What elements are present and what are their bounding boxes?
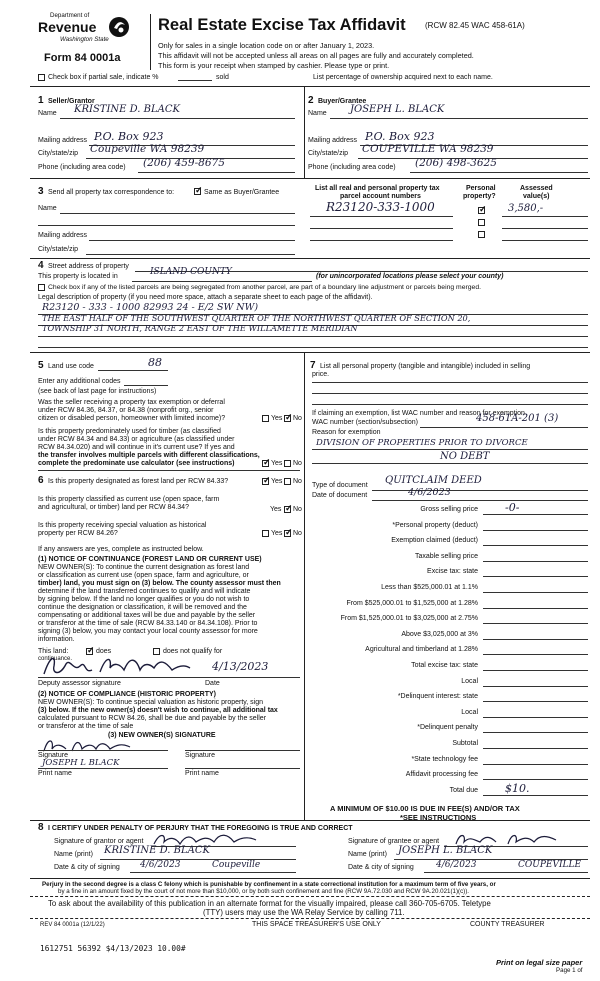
buyer-mail-label: Mailing address	[308, 137, 358, 144]
tax-row-field[interactable]	[483, 717, 588, 718]
deputy-signature	[40, 652, 210, 680]
seller-mail-label: Mailing address	[38, 137, 88, 144]
county-note: (for unincorporated locations please select your county)	[316, 273, 504, 280]
street-label: Street address of property	[48, 263, 129, 270]
personal-property-checkbox-3[interactable]	[478, 231, 485, 238]
exemption-no-checkbox[interactable]	[284, 415, 291, 422]
parcel-header-1: List all real and personal property tax	[315, 185, 440, 192]
timber-question-1: Is this property predominately used for timber (as classified	[38, 428, 221, 435]
county-treasurer-label: COUNTY TREASURER	[470, 921, 545, 928]
timber-yes-checkbox[interactable]	[262, 460, 269, 467]
section-1-number: 1	[38, 95, 44, 106]
see-back-label: (see back of last page for instructions)	[38, 388, 157, 395]
new-owner-sig-title: (3) NEW OWNER(S) SIGNATURE	[108, 732, 216, 739]
exemption-yes-checkbox[interactable]	[262, 415, 269, 422]
tax-row-label: Total excise tax: state	[411, 662, 478, 669]
buyer-phone-label: Phone (including area code)	[308, 164, 396, 171]
tax-row-label: Less than $525,000.01 at 1.1%	[381, 584, 478, 591]
grantor-sig-label: Signature of grantor or agent	[54, 838, 144, 845]
seller-name-value[interactable]: KRISTINE D. BLACK	[74, 104, 181, 115]
minimum-fee-note: A MINIMUM OF $10.00 IS DUE IN FEE(S) AND/OR TAX	[330, 804, 520, 813]
seller-phone-value[interactable]: (206) 459-8675	[143, 157, 225, 169]
page-title: Real Estate Excise Tax Affidavit	[158, 16, 406, 34]
historic-no-label: No	[293, 530, 302, 537]
notice-continuance-text: NEW OWNER(S): To continue the current designation as forest land or classification as current use (open space, farm and agriculture, or timber) land, you must sign on (3) below. The county assessor must then determine if the land transferred continues to qualify and will indicate by signing below. If the land no longer qualifies or you do not wish to continue the designation or classification, it will be removed and the compensating or additional taxes will be due and payable by the seller or transferor at the time of sale (RCW 84.33.140 or 84.34.108). Prior to signing (3) below, you may contact your local county assessor for more information.	[38, 564, 281, 643]
section-3-number: 3	[38, 186, 44, 197]
tax-row-field[interactable]	[483, 732, 588, 733]
partial-sold-label: sold	[216, 74, 229, 81]
tax-row-label: *Delinquent penalty	[417, 724, 478, 732]
grantee-name-label: Name (print)	[348, 851, 387, 858]
buyer-phone-value[interactable]: (206) 498-3625	[415, 157, 497, 169]
personal-property-label-2: price.	[312, 371, 330, 378]
logo-dept-text: Department of	[50, 12, 90, 19]
forest-question: Is this property designated as forest land per RCW 84.33?	[48, 478, 229, 485]
historic-yes-label: Yes	[271, 530, 283, 537]
perjury-line-2: by a fine in an amount fixed by the court of not more than $10,000, or by both such confinement and fine (RCW 9A.72.030 and RCW 9A.20.021(1)(c)).	[58, 888, 470, 895]
forest-yes-label: Yes	[271, 478, 283, 485]
deputy-date-value[interactable]: 4/13/2023	[212, 660, 269, 673]
owner-print-name-label-1: Print name	[38, 770, 72, 777]
page-number: Page 1 of	[556, 967, 583, 974]
alternate-format-line-1: To ask about the availability of this publication in an alternate format for the visually impaired, please call 360-705-6705. Teletype	[48, 899, 491, 908]
seller-name-label: Name	[38, 110, 57, 117]
title-rcw: (RCW 82.45 WAC 458-61A)	[425, 21, 525, 30]
deputy-signature-label: Deputy assessor signature	[38, 680, 121, 687]
logo-revenue-text: Revenue	[38, 19, 97, 35]
corr-city-label: City/state/zip	[38, 246, 79, 253]
tax-row-label: *State technology fee	[411, 755, 478, 763]
section-4-number: 4	[38, 260, 44, 271]
personal-header-1: Personal	[466, 185, 496, 192]
tax-row-field[interactable]	[483, 779, 588, 780]
tax-row-value[interactable]: $10.	[505, 781, 530, 795]
tax-row-field[interactable]	[483, 576, 588, 577]
reason-label: Reason for exemption	[312, 429, 381, 436]
no-debt-note[interactable]: NO DEBT	[440, 451, 490, 462]
notice-compliance-text: NEW OWNER(S): To continue special valuation as historic property, sign (3) below. If the new owner(s) doesn't wish to continue, all additional tax calculated pursuant to RCW 84.26, shall be due and payable by the seller or transferor at the time of sale	[38, 699, 278, 730]
forest-no-checkbox[interactable]	[284, 478, 291, 485]
assessed-header-1: Assessed	[520, 185, 553, 192]
revision-label: REV 84 0001a (12/1/22)	[40, 922, 105, 928]
header-note-2: This affidavit will not be accepted unless all areas on all pages are fully and accurately completed.	[158, 51, 474, 60]
grantee-name-value[interactable]: JOSEPH L. BLACK	[398, 845, 493, 856]
tax-row-field[interactable]	[483, 795, 588, 796]
reason-value[interactable]: DIVISION OF PROPERTIES PRIOR TO DIVORCE	[316, 438, 528, 448]
personal-property-label: List all personal property (tangible and intangible) included in selling	[320, 363, 531, 370]
print-legal-note: Print on legal size paper	[496, 958, 583, 967]
legal-line-2[interactable]: THE EAST HALF OF THE SOUTHWEST QUARTER OF THE NORTHWEST QUARTER OF SECTION 20,	[42, 313, 471, 323]
alternate-format-line-2: (TTY) users may use the WA Relay Service by calling 711.	[203, 908, 405, 917]
tax-row-label: Agricultural and timberland at 1.28%	[365, 646, 478, 654]
form-number: Form 84 0001a	[44, 52, 121, 64]
timber-yes-label: Yes	[271, 460, 283, 467]
revenue-swirl-icon	[108, 16, 130, 38]
same-as-buyer-checkbox[interactable]	[194, 188, 201, 195]
exemption-question-2: under RCW 84.36, 84.37, or 84.38 (nonprofit org., senior	[38, 407, 214, 414]
land-use-label: Land use code	[48, 363, 94, 370]
doc-type-label: Type of document	[312, 482, 368, 489]
tax-row-label: Gross selling price	[420, 506, 478, 513]
perjury-line-1: Perjury in the second degree is a class C felony which is punishable by confinement in a state correctional institution for a maximum term of five years, or	[42, 881, 496, 888]
historic-question-2: property per RCW 84.26?	[38, 530, 118, 537]
header-note-3: This form is your receipt when stamped by cashier. Please type or print.	[158, 61, 390, 70]
forest-no-label: No	[293, 478, 302, 485]
tax-row-field[interactable]	[483, 608, 588, 609]
owner-print-name-value[interactable]: JOSEPH L BLACK	[42, 758, 120, 768]
doc-date-label: Date of document	[312, 492, 368, 499]
grantee-date-value[interactable]: 4/6/2023	[436, 860, 477, 870]
recording-stamp: 1612751 56392 $4/13/2023 10.00#	[40, 944, 186, 953]
owner-print-name-label-2: Print name	[185, 770, 219, 777]
seller-city-value[interactable]: Coupeville WA 98239	[90, 143, 205, 155]
grantor-city-value[interactable]: Coupeville	[212, 860, 261, 870]
tax-row-label: Total due	[449, 786, 478, 794]
tax-row-label: Affidavit processing fee	[405, 771, 478, 779]
current-use-no-checkbox[interactable]	[284, 506, 291, 513]
parcel-header-2: parcel account numbers	[340, 193, 421, 200]
additional-codes-label: Enter any additional codes	[38, 378, 121, 385]
tax-row-label: From $525,000.01 to $1,525,000 at 1.28%	[346, 599, 478, 607]
grantor-date-city-label: Date & city of signing	[54, 864, 120, 871]
tax-row-value[interactable]: -0-	[505, 501, 520, 514]
tax-row-label: Local	[461, 708, 478, 716]
buyer-mail-value[interactable]: P.O. Box 923	[365, 130, 435, 143]
legal-label: Legal description of property (if you need more space, attach a separate sheet to each page of the affidavit).	[38, 294, 373, 301]
tax-row-label: Local	[461, 677, 478, 685]
seller-city-label: City/state/zip	[38, 150, 79, 157]
historic-question-1: Is this property receiving special valuation as historical	[38, 522, 207, 529]
grantee-city-value[interactable]: COUPEVILLE	[518, 860, 582, 870]
certify-statement: I CERTIFY UNDER PENALTY OF PERJURY THAT THE FOREGOING IS TRUE AND CORRECT	[48, 825, 353, 832]
exemption-claim-label: If claiming an exemption, list WAC number and reason for exemption.	[312, 410, 527, 417]
grantor-date-value[interactable]: 4/6/2023	[140, 860, 181, 870]
section-1-heading: Seller/Grantor	[48, 98, 95, 105]
section-2-number: 2	[308, 95, 314, 106]
tax-row-field[interactable]	[483, 639, 588, 640]
treasurer-space-label: THIS SPACE TREASURER'S USE ONLY	[252, 921, 381, 928]
county-value[interactable]: ISLAND COUNTY	[150, 267, 232, 277]
tax-row-label: Subtotal	[452, 740, 478, 747]
timber-no-label: No	[293, 460, 302, 467]
partial-sale-label: Check box if partial sale, indicate %	[48, 74, 159, 81]
wac-value[interactable]: 458-61A-201 (3)	[476, 413, 559, 424]
located-label: This property is located in	[38, 273, 118, 280]
current-use-question-1: Is this property classified as current use (open space, farm	[38, 496, 220, 503]
personal-property-checkbox-2[interactable]	[478, 219, 485, 226]
doc-type-value[interactable]: QUITCLAIM DEED	[385, 475, 482, 486]
header-divider	[150, 14, 151, 70]
tax-row-field[interactable]	[483, 592, 588, 593]
tax-row-field[interactable]	[483, 514, 588, 515]
tax-row-field[interactable]	[483, 748, 588, 749]
corr-mail-label: Mailing address	[38, 232, 88, 239]
land-does-label: does	[96, 648, 112, 655]
exemption-question-1: Was the seller receiving a property tax exemption or deferral	[38, 399, 225, 406]
deputy-date-label: Date	[205, 680, 220, 687]
section-8-number: 8	[38, 822, 44, 833]
exemption-yes-label: Yes	[271, 415, 283, 422]
legal-line-3[interactable]: TOWNSHIP 31 NORTH, RANGE 2 EAST OF THE WILLAMETTE MERIDIAN	[42, 323, 358, 333]
tax-row-field[interactable]	[483, 654, 588, 655]
buyer-city-label: City/state/zip	[308, 150, 349, 157]
section-2-heading: Buyer/Grantee	[318, 98, 367, 105]
tax-row-field[interactable]	[483, 686, 588, 687]
tax-row-label: From $1,525,000.01 to $3,025,000 at 2.75%	[340, 615, 478, 623]
historic-no-checkbox[interactable]	[284, 530, 291, 537]
tax-row-field[interactable]	[483, 545, 588, 546]
tax-row-label: Exemption claimed (deduct)	[391, 537, 478, 545]
tax-row-label: *Personal property (deduct)	[392, 521, 478, 529]
ownership-note: List percentage of ownership acquired next to each name.	[313, 74, 493, 81]
tax-row-field[interactable]	[483, 670, 588, 671]
grantee-date-city-label: Date & city of signing	[348, 864, 414, 871]
historic-yes-checkbox[interactable]	[262, 530, 269, 537]
seller-mail-value[interactable]: P.O. Box 923	[94, 130, 164, 143]
notice-continuance-title: (1) NOTICE OF CONTINUANCE (FOREST LAND OR CURRENT USE)	[38, 556, 262, 563]
assessed-value[interactable]: 3,580,-	[508, 203, 544, 214]
assessed-header-2: value(s)	[523, 193, 550, 200]
tax-row-field[interactable]	[483, 623, 588, 624]
current-use-yes-label: Yes	[270, 506, 282, 513]
exemption-question-3: citizen or disabled person, homeowner with limited income)?	[38, 415, 226, 422]
see-instructions-note: *SEE INSTRUCTIONS	[400, 813, 477, 822]
tax-row-label: Taxable selling price	[414, 552, 478, 560]
personal-header-2: property?	[463, 193, 496, 200]
seller-phone-label: Phone (including area code)	[38, 164, 126, 171]
if-yes-note: If any answers are yes, complete as instructed below.	[38, 546, 204, 553]
grantor-name-label: Name (print)	[54, 851, 93, 858]
segregated-checkbox[interactable]	[38, 284, 45, 291]
this-land-label: This land:	[38, 648, 69, 655]
timber-question-4: the transfer involves multiple parcels with different classifications,	[38, 452, 260, 459]
land-use-value[interactable]: 88	[148, 356, 162, 369]
timber-question-3: RCW 84.34.020) and will continue in it's current use? If yes and	[38, 444, 235, 451]
tax-row-field[interactable]	[483, 764, 588, 765]
partial-sale-checkbox[interactable]	[38, 74, 45, 81]
current-use-question-2: and agricultural, or timber) land per RCW 84.34?	[38, 504, 189, 511]
tax-row-label: Excise tax: state	[427, 568, 478, 576]
timber-question-2: under RCW 84.34 and 84.33) or agriculture (as classified under	[38, 436, 235, 443]
continuance-label: continuance.	[38, 656, 73, 662]
segregated-label: Check box if any of the listed parcels are being segregated from another parcel, are part of a boundary line adjustment or parcels being merged.	[48, 284, 481, 291]
same-as-buyer-label: Same as Buyer/Grantee	[204, 189, 280, 196]
current-use-no-label: No	[293, 506, 302, 513]
grantee-sig-label: Signature of grantee or agent	[348, 838, 440, 845]
land-does-not-label: does not qualify for	[163, 648, 223, 655]
header-note-1: Only for sales in a single location code on or after January 1, 2023.	[158, 41, 375, 50]
grantor-name-value[interactable]: KRISTINE D. BLACK	[104, 845, 211, 856]
tax-row-label: Above $3,025,000 at 3%	[401, 630, 478, 638]
tax-row-label: *Delinquent interest: state	[397, 693, 478, 701]
owner-signature-label-2: Signature	[185, 752, 215, 759]
legal-line-1[interactable]: R23120 - 333 - 1000 82993 24 - E/2 SW NW)	[42, 302, 259, 313]
section-6-number: 6	[38, 475, 44, 486]
timber-question-5: complete the predominate use calculator (see instructions)	[38, 460, 235, 467]
parcel-number-value[interactable]: R23120-333-1000	[326, 200, 435, 214]
exemption-no-label: No	[293, 415, 302, 422]
buyer-name-value[interactable]: JOSEPH L. BLACK	[350, 104, 445, 115]
correspondence-label: Send all property tax correspondence to:	[48, 189, 175, 196]
tax-row-field[interactable]	[483, 561, 588, 562]
buyer-city-value[interactable]: COUPEVILLE WA 98239	[362, 143, 494, 155]
forest-yes-checkbox[interactable]	[262, 478, 269, 485]
tax-row-field[interactable]	[483, 701, 588, 702]
logo-state-text: Washington State	[60, 36, 109, 43]
section-5-number: 5	[38, 360, 44, 371]
section-7-number: 7	[310, 360, 316, 371]
timber-no-checkbox[interactable]	[284, 460, 291, 467]
doc-date-value[interactable]: 4/6/2023	[408, 487, 451, 498]
owner-signature-label-1: Signature	[38, 752, 68, 759]
notice-compliance-title: (2) NOTICE OF COMPLIANCE (HISTORIC PROPERTY)	[38, 691, 216, 698]
buyer-name-label: Name	[308, 110, 327, 117]
wac-label: WAC number (section/subsection)	[312, 419, 418, 426]
corr-name-label: Name	[38, 205, 57, 212]
personal-property-checkbox-1[interactable]	[478, 207, 485, 214]
tax-row-field[interactable]	[483, 530, 588, 531]
